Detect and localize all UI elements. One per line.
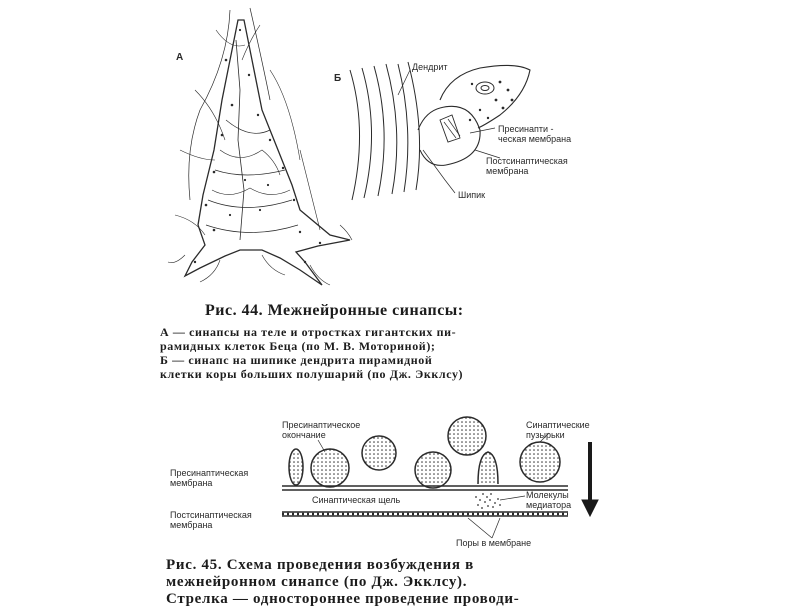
panel-a-letter: А (176, 52, 184, 63)
caption-line: Рис. 45. Схема проведения возбуждения в (166, 557, 474, 573)
caption-line: межнейронном синапсе (по Дж. Экклсу). (166, 574, 468, 590)
label-line: Синаптические (526, 420, 590, 430)
label-line: пузырьки (526, 430, 565, 440)
synaptic-cleft-label: Синаптическая щель (312, 495, 401, 505)
label-line: Пресинапти - (498, 124, 554, 134)
spine-label: Шипик (458, 190, 486, 200)
caption-line: Стрелка — одностороннее проведение проводи- (166, 591, 520, 607)
caption-line: Б — синапс на шипике дендрита пирамидной (160, 353, 433, 367)
figure44-caption-title: Рис. 44. Межнейронные синапсы: (205, 302, 464, 319)
label-line: мембрана (170, 520, 213, 530)
label-line: окончание (282, 430, 326, 440)
dendrite-label: Дендрит (412, 62, 448, 72)
label-line: Пресинаптическая (170, 468, 249, 478)
label-line: ческая мембрана (498, 134, 572, 144)
label-line: Пресинаптическое (282, 420, 361, 430)
label-line: мембрана (170, 478, 213, 488)
membrane-pores-label: Поры в мембране (456, 538, 532, 548)
caption-line: рамидных клеток Беца (по М. В. Моториной); (160, 339, 436, 353)
caption-line: А — синапсы на теле и отростках гигантских пи- (160, 325, 457, 339)
figure45-caption (166, 557, 519, 608)
label-line: медиатора (526, 500, 572, 510)
postsynaptic-membrane-label (170, 510, 252, 530)
caption-line: клетки коры больших полушарий (по Дж. Экклсу) (160, 367, 464, 381)
label-line: Молекулы (526, 490, 569, 500)
presynaptic-ending-label (282, 420, 360, 440)
panel-b-letter: Б (334, 73, 342, 84)
label-line: Постсинаптическая (486, 156, 568, 166)
transmitter-molecules-label (526, 490, 571, 510)
presynaptic-membrane-label (170, 468, 248, 488)
synaptic-vesicles-label (526, 420, 590, 440)
label-line: Постсинаптическая (170, 510, 252, 520)
label-line: мембрана (486, 166, 529, 176)
